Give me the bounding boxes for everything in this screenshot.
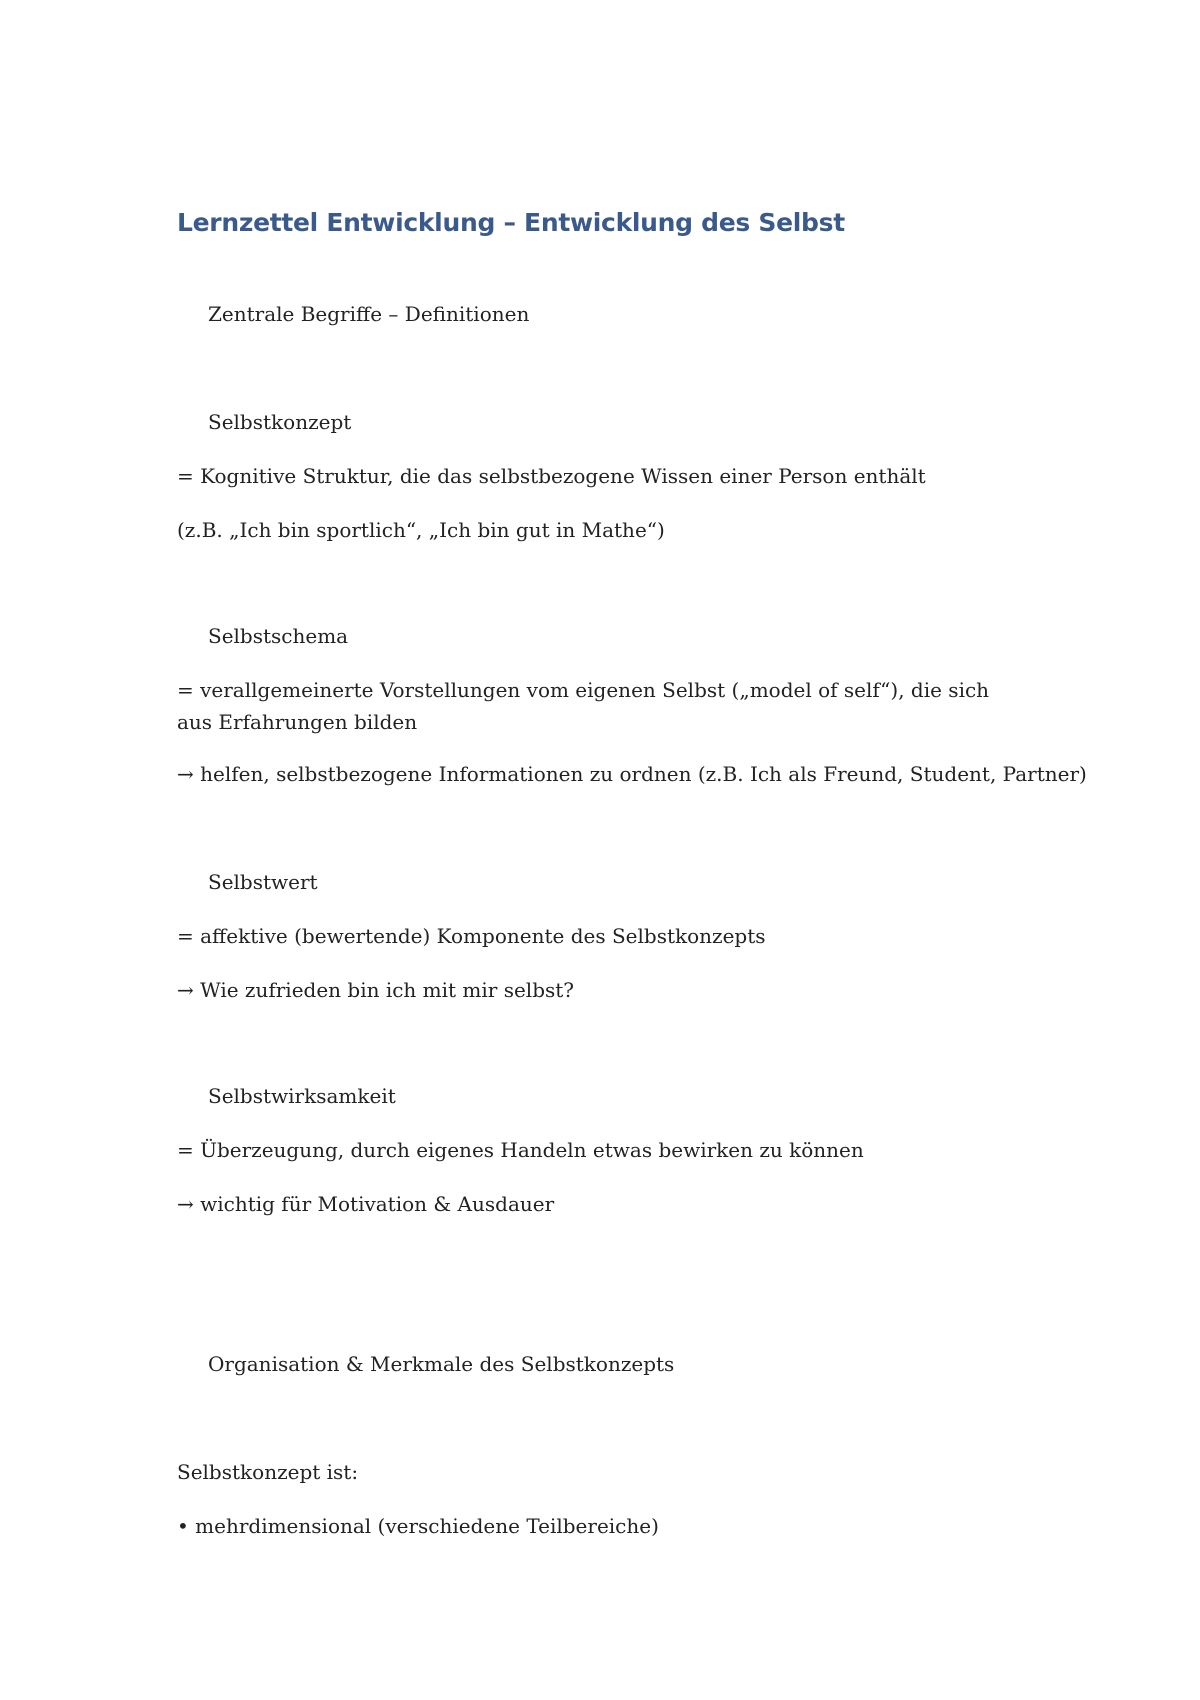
- term-heading-selbstwert: Selbstwert: [208, 870, 318, 894]
- term-heading-selbstkonzept: Selbstkonzept: [208, 410, 352, 434]
- note-selbstschema: → helfen, selbstbezogene Informationen zu ordnen (z.B. Ich als Freund, Student, Partner): [177, 762, 1087, 786]
- document-title: Lernzettel Entwicklung – Entwicklung des Selbst: [177, 208, 845, 237]
- definition-selbstwirksamkeit: = Überzeugung, durch eigenes Handeln etwas bewirken zu können: [177, 1138, 864, 1162]
- note-selbstwert: → Wie zufrieden bin ich mit mir selbst?: [177, 978, 575, 1002]
- example-selbstkonzept: (z.B. „Ich bin sportlich“, „Ich bin gut in Mathe“): [177, 518, 665, 542]
- term-heading-selbstschema: Selbstschema: [208, 624, 349, 648]
- section-heading-definitions: Zentrale Begriffe – Definitionen: [208, 302, 530, 326]
- list-item: • mehrdimensional (verschiedene Teilbereiche): [177, 1514, 659, 1538]
- definition-selbstkonzept: = Kognitive Struktur, die das selbstbezogene Wissen einer Person enthält: [177, 464, 926, 488]
- definition-selbstwert: = affektive (bewertende) Komponente des Selbstkonzepts: [177, 924, 766, 948]
- note-selbstwirksamkeit: → wichtig für Motivation & Ausdauer: [177, 1192, 555, 1216]
- definition-selbstschema: = verallgemeinerte Vorstellungen vom eigenen Selbst („model of self“), die sich aus Erfahrungen bilden: [177, 678, 990, 734]
- organisation-intro: Selbstkonzept ist:: [177, 1460, 359, 1484]
- term-heading-selbstwirksamkeit: Selbstwirksamkeit: [208, 1084, 396, 1108]
- section-heading-organisation: Organisation & Merkmale des Selbstkonzepts: [208, 1352, 675, 1376]
